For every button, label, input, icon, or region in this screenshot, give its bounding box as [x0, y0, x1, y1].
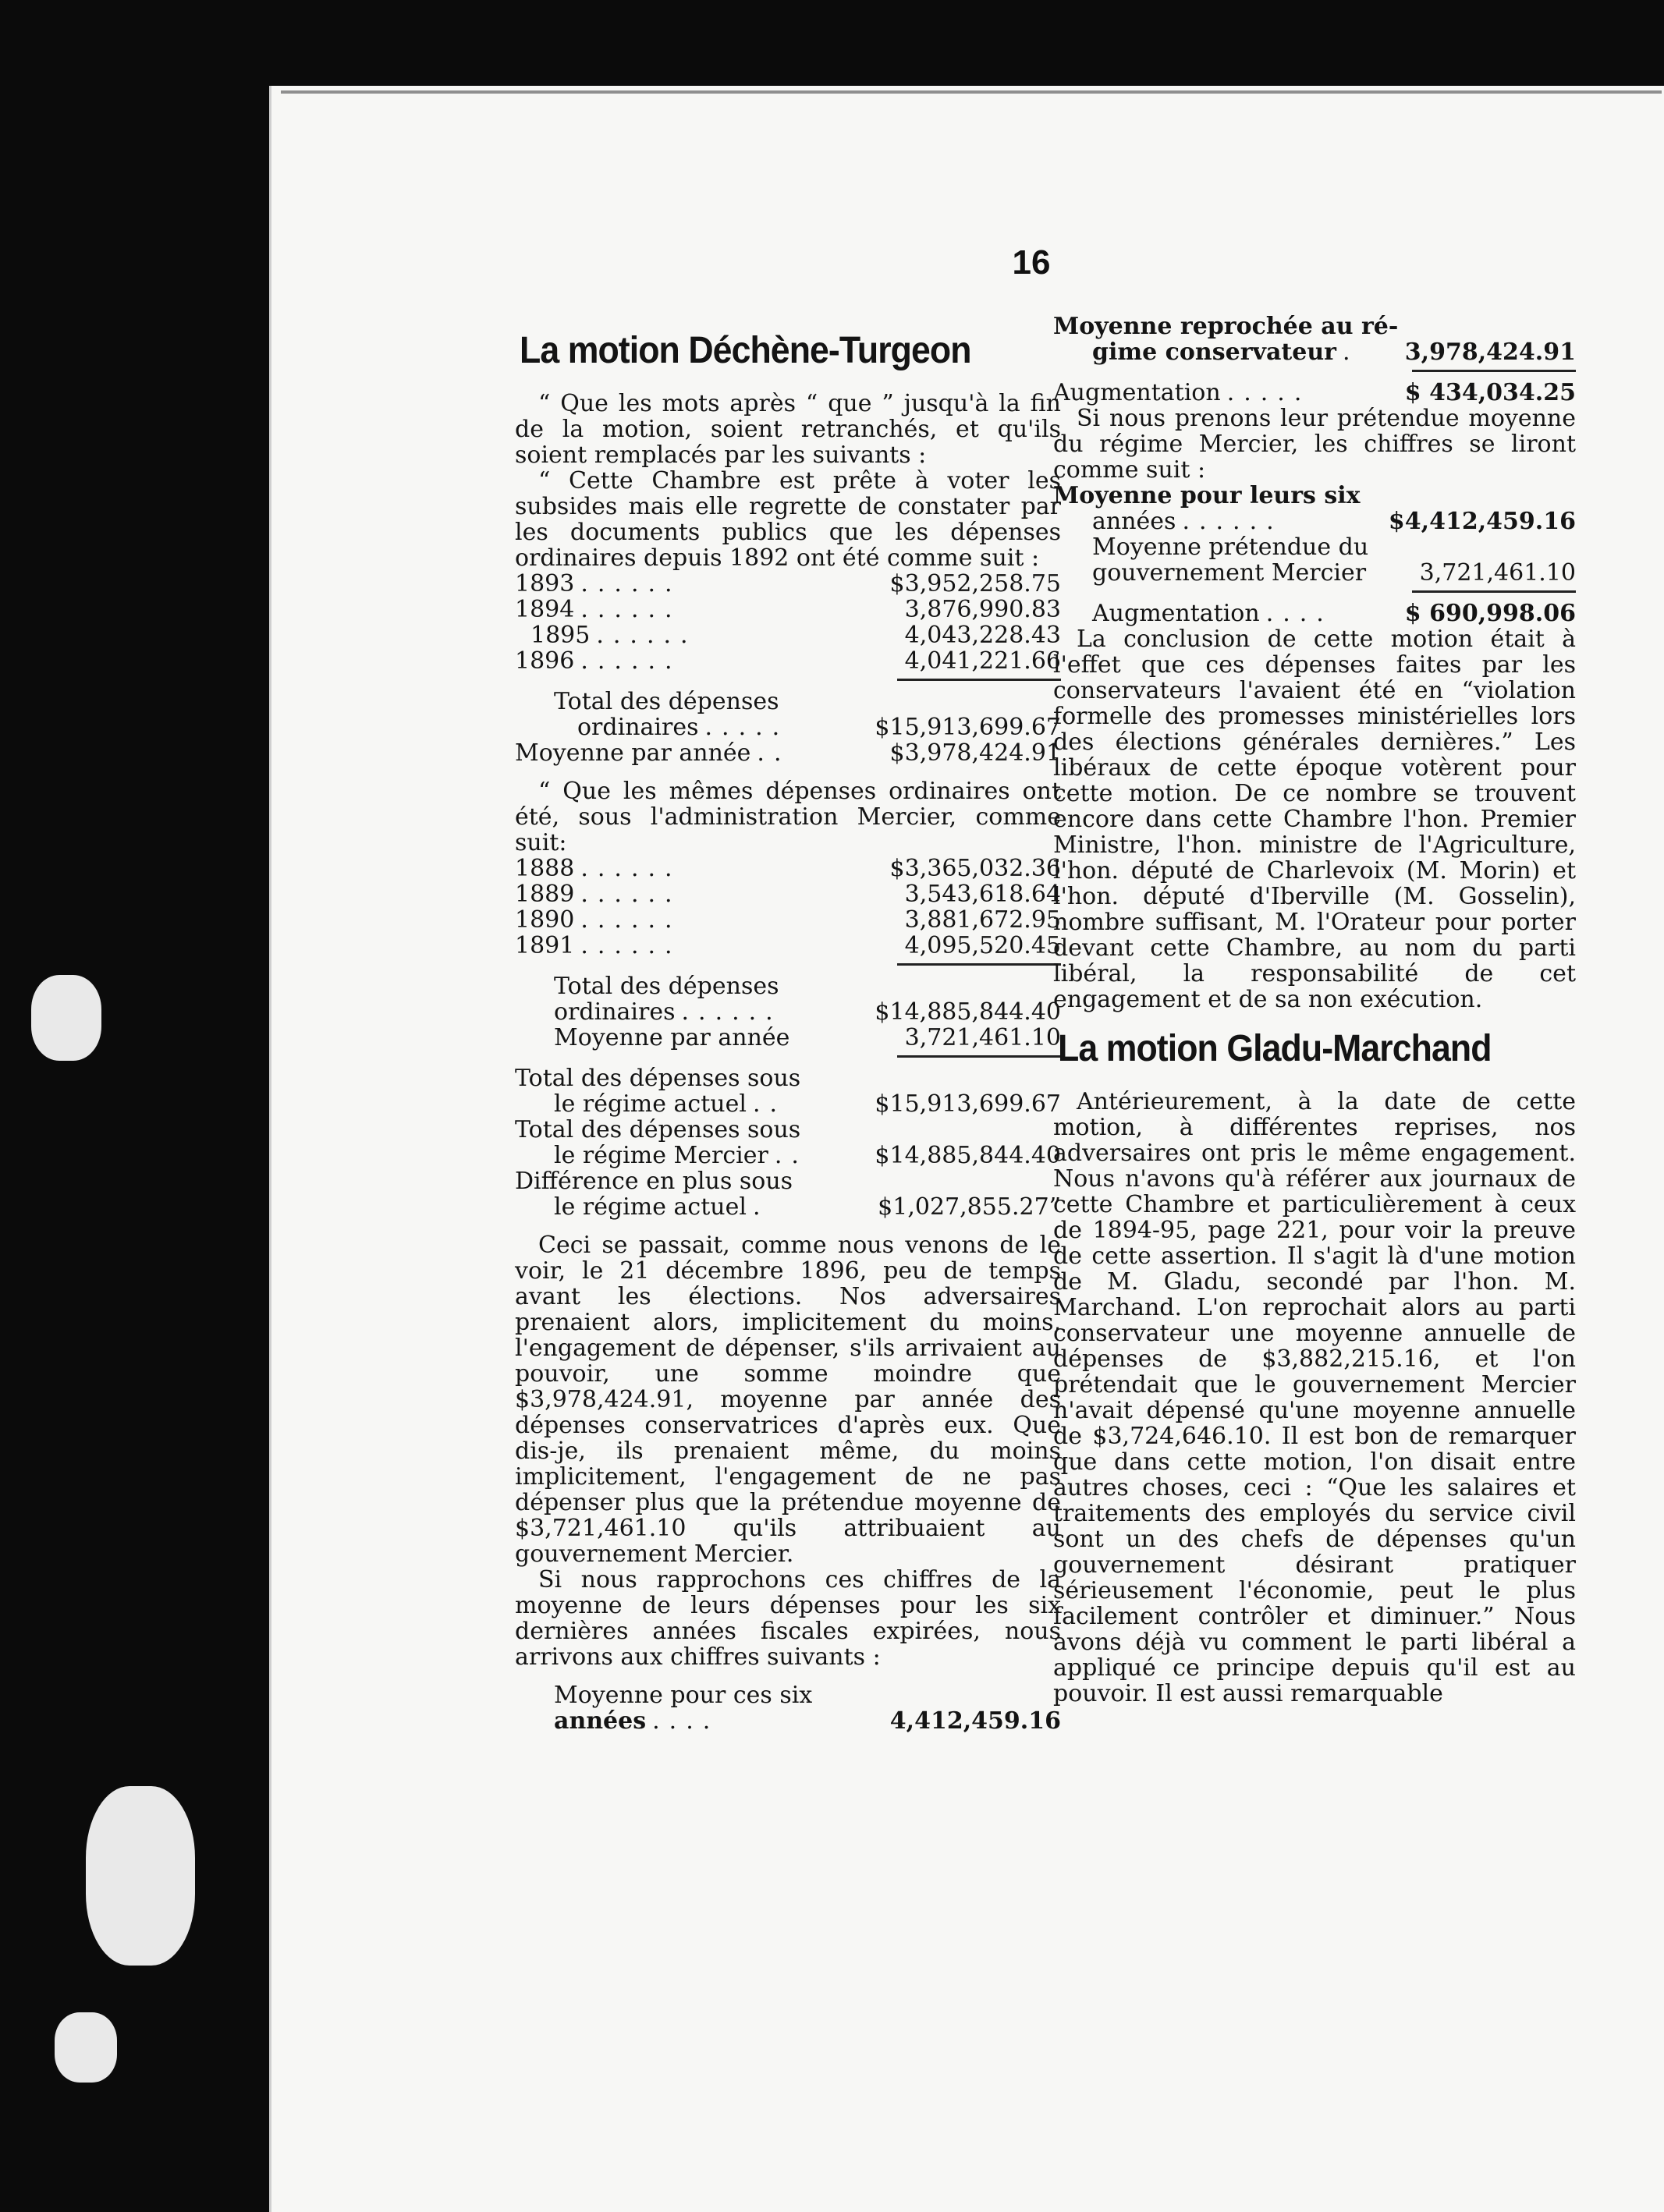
total-label: Total des dépenses — [554, 973, 779, 1000]
mercier-average-row: gouvernement Mercier 3,721,461.10 — [1092, 559, 1576, 587]
average-row: Moyenne par année .. $3,978,424.91 — [515, 739, 1061, 767]
sum-rule — [897, 1055, 1061, 1058]
table-row: 1889 ...... 3,543,618.64 — [515, 881, 1061, 908]
paragraph-anterieurement: Antérieurement, à la date de cette motion, à différentes reprises, nos adversaires ont pris le même engagement. Nous n'avons qu'à référer aux journaux de cette Chambre et particulièrement à ceux de 1894-95, page 221, pour voir la preuve de cette assertion. Il s'agit là d'une motion de M. Gladu, secondé par l'hon. M. Marchand. L'on reprochait alors au parti conservateur une moyenne annuelle de dépenses de $3,882,215.16, et l'on prétendait que le gouvernement Mercier n'avait dépensé qu'une moyenne annuelle de $3,724,646.10. Il est bon de remarquer que dans cette motion, l'on disait entre autres choses, ceci : “Que les salaires et traitements des employés du service civil sont un des chefs de dépenses qu'un gouvernement désirant pratiquer sérieusement l'économie, peut le plus facilement contrôler et diminuer.” Nous avons déjà vu comment le parti libéral a appliqué ce principe depuis qu'il est au pouvoir. Il est aussi remarquable — [1053, 1088, 1576, 1707]
section-heading-gladu-marchand: La motion Gladu-Marchand — [1058, 1028, 1492, 1069]
six-years-average-row: années .... 4,412,459.16 — [554, 1707, 1061, 1735]
paragraph-conclusion: La conclusion de cette motion était à l'effet que ces dépenses faites par les conservateurs l'avaient été en “violation formelle des promesses ministérielles lors des élections générales dernières.” Les libéraux de cette époque votèrent pour cette motion. De ce nombre se trouvent encore dans cette Chambre l'hon. Premier Ministre, l'hon. ministre de l'Agriculture, l'hon. député de Charlevoix (M. Morin) et l'hon. député d'Iberville (M. Gosselin), nombre suffisant, M. l'Orateur pour porter devant cette Chambre, au nom du parti libéral, la responsabilité de cet engagement et de sa non exécution. — [1053, 626, 1576, 1013]
comparison-row: le régime actuel .. $15,913,699.67 — [554, 1090, 1061, 1118]
total-row: ordinaires ..... $15,913,699.67 — [577, 714, 1061, 741]
motion-intro-3: “ Que les mêmes dépenses ordinaires ont été, sous l'administration Mercier, comme suit: — [515, 778, 1061, 856]
page-number: 16 — [1012, 243, 1051, 282]
motion-intro: “ Que les mots après “ que ” jusqu'à la fin de la motion, soient retranchés, et qu'ils soient remplacés par les suivants : — [515, 390, 1061, 469]
paper-damage-spot — [86, 1786, 195, 1966]
table-row: 1894 ...... 3,876,990.83 — [515, 596, 1061, 623]
sum-rule — [1412, 590, 1576, 593]
left-column: La motion Déchène-Turgeon “ Que les mots après “ que ” jusqu'à la fin de la motion, soient retranchés, et qu'ils soient remplacés par les suivants : “ Cette Chambre est prête à voter les subsides mais elle regrette de constater par les documents publics que les dépenses ordinaires depuis 1892 ont été comme suit : 1893 ...... $3,952,258.75 1894 ...... 3,876,990.83 1895 ...... 4,043,228.43 1896 ...... 4,041,221.66 Total des dépenses ordinaires ..... $15,913,699.67 Moyenne par année .. $3,978,424.91 “ Que les mêmes dépenses ordinaires ont été, sous l'administration Mercier, comme suit: 1888 ...... $3,365,032.36 1889 ...... 3,543,618.64 1890 ...... 3,881,672.95 1891 ...... 4,095,520.45 Total des dépenses ordinaires ...... $14,885,844.40 Moyenne par année 3,721,461.10 Total des dépenses sous le régime actuel .. $15,913,699.67 Total des dépenses sous le régime Mercier .. $14,885,844.40 Différence en plus sous le régime actuel . $1,027,855.27” Ceci se passait, comme nous venons de le voir, le 21 décembre 1896, peu de temps avant les élections. Nos adversaires prenaient alors, implicitement du moins, l'engagement de dépenser, s'ils arrivaient au pouvoir, une somme moindre que $3,978,424.91, moyenne par année des dépenses conservatrices d'après eux. Que dis-je, ils prenaient même, du moins implicitement, l'engagement de ne pas dépenser plus que la prétendue moyenne de $3,721,461.10 qu'ils attribuaient au gouvernement Mercier. Si nous rapprochons ces chiffres de la moyenne de leurs dépenses pour les six dernières années fiscales expirées, nous arrivons aux chiffres suivants : Moyenne pour ces six années .... 4,412,459.16 — [515, 330, 1061, 1735]
right-column: Moyenne reprochée au ré- gime conservateur . 3,978,424.91 Augmentation ..... $ 434,034.25 Si nous prenons leur prétendue moyenne du régime Mercier, les chiffres se liront comme suit : Moyenne pour leurs six années ...... $4,412,459.16 Moyenne prétendue du gouvernement Mercier 3,721,461.10 Augmentation .... $ 690,998.06 La conclusion de cette motion était à l'effet que ces dépenses faites par les conservateurs l'avaient été en “violation formelle des promesses ministérielles lors des élections générales dernières.” Les libéraux de cette époque votèrent pour cette motion. De ce nombre se trouvent encore dans cette Chambre l'hon. Premier Ministre, l'hon. ministre de l'Agriculture, l'hon. député de Charlevoix (M. Morin) et l'hon. député d'Iberville (M. Gosselin), nombre suffisant, M. l'Orateur pour porter devant cette Chambre, au nom du parti libéral, la responsabilité de cet engagement et de sa non exécution. La motion Gladu-Marchand Antérieurement, à la date de cette motion, à différentes reprises, nos adversaires ont pris le même engagement. Nous n'avons qu'à référer aux journaux de cette Chambre et particulièrement à ceux de 1894-95, page 221, pour voir la preuve de cette assertion. Il s'agit là d'une motion de M. Gladu, secondé par l'hon. M. Marchand. L'on reprochait alors au parti conservateur une moyenne annuelle de dépenses de $3,882,215.16, et l'on prétendait que le gouvernement Mercier n'avait dépensé qu'une moyenne annuelle de $3,724,646.10. Il est bon de remarquer que dans cette motion, l'on disait entre autres choses, ceci : “Que les salaires et traitements des employés du service civil sont un des chefs de dépenses qu'un gouvernement désirant pratiquer sérieusement l'économie, peut le plus facilement contrôler et diminuer.” Nous avons déjà vu comment le parti libéral a appliqué ce principe depuis qu'il est au pouvoir. Il est aussi remarquable — [1053, 313, 1576, 1707]
table-row: 1888 ...... $3,365,032.36 — [515, 855, 1061, 882]
sum-rule — [897, 963, 1061, 966]
paper-damage-spot — [31, 975, 101, 1061]
table-row: 1896 ...... 4,041,221.66 — [515, 647, 1061, 675]
increase-row: Augmentation ..... $ 434,034.25 — [1053, 379, 1576, 406]
comparison-block: Total des dépenses sous le régime actuel .. $15,913,699.67 Total des dépenses sous le régime Mercier .. $14,885,844.40 Différence en plus sous le régime actuel . $1,027,855.27” — [515, 1065, 1061, 1221]
table-row: 1891 ...... 4,095,520.45 — [515, 932, 1061, 959]
sum-rule — [897, 679, 1061, 681]
total-label: Total des dépenses — [554, 688, 779, 715]
expenses-table-current — [515, 571, 1061, 674]
page-top-edge — [281, 90, 1662, 94]
expenses-table-mercier — [515, 856, 1061, 959]
comparison-row: le régime actuel . $1,027,855.27” — [554, 1193, 1061, 1221]
motion-intro-2: “ Cette Chambre est prête à voter les subsides mais elle regrette de constater par les documents publics que les dépenses ordinaires depuis 1892 ont été comme suit : — [515, 467, 1061, 572]
table-row: 1890 ...... 3,881,672.95 — [515, 906, 1061, 934]
table-row: 1895 ...... 4,043,228.43 — [530, 622, 1061, 649]
paper-damage-spot — [55, 2012, 117, 2083]
sum-rule — [1412, 370, 1576, 372]
table-row: 1893 ...... $3,952,258.75 — [515, 570, 1061, 597]
increase-row: Augmentation .... $ 690,998.06 — [1092, 600, 1576, 627]
reproached-average-row: gime conservateur . 3,978,424.91 — [1092, 339, 1576, 366]
paragraph-ceci: Ceci se passait, comme nous venons de le voir, le 21 décembre 1896, peu de temps avant les élections. Nos adversaires prenaient alors, implicitement du moins, l'engagement de dépenser, s'ils arrivaient au pouvoir, une somme moindre que $3,978,424.91, moyenne par année des dépenses conservatrices d'après eux. Que dis-je, ils prenaient même, du moins implicitement, l'engagement de ne pas dépenser plus que la prétendue moyenne de $3,721,461.10 qu'ils attribuaient au gouvernement Mercier. — [515, 1232, 1061, 1568]
section-heading-dechene-turgeon: La motion Déchène-Turgeon — [520, 330, 971, 371]
paragraph-si-nous: Si nous rapprochons ces chiffres de la moyenne de leurs dépenses pour les six dernières années fiscales expirées, nous arrivons aux chiffres suivants : — [515, 1566, 1061, 1671]
average-row: Moyenne par année 3,721,461.10 — [554, 1024, 1061, 1051]
six-years-average-row: années ...... $4,412,459.16 — [1092, 508, 1576, 535]
comparison-row: le régime Mercier .. $14,885,844.40 — [554, 1142, 1061, 1169]
total-row: ordinaires ...... $14,885,844.40 — [554, 998, 1061, 1026]
paragraph-si-nous-prenons: Si nous prenons leur prétendue moyenne du régime Mercier, les chiffres se liront comme suit : — [1053, 405, 1576, 484]
